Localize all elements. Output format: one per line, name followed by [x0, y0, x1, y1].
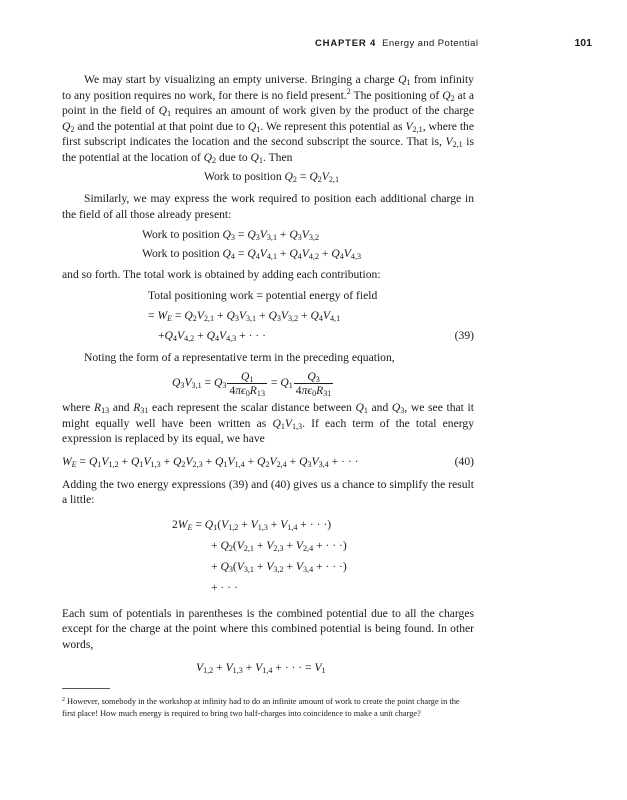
page-body: [62, 72, 474, 676]
paragraph-adding-expressions: Adding the two energy expressions (39) and (40) gives us a chance to simplify the result a little:: [62, 477, 474, 506]
footnote-reference: 2: [346, 86, 351, 96]
footnote-number: 2: [62, 697, 65, 703]
chapter-title: Energy and Potential: [382, 38, 479, 49]
equation-number-39: (39): [454, 328, 474, 342]
equation-39-line2: $+Q_4V_{4,2} + Q_4V_{4,3}$ + · · · (39): [158, 328, 474, 343]
footnote-divider: [62, 688, 110, 689]
equation-number-40: (40): [454, 454, 474, 468]
equation-representative-term: $Q_3V_{3,1} = Q_3$ $\frac{Q_1}{4\pi\epsilon_0R_{13}}$ = $Q_1$ $\frac{Q_3}{4\pi\epsilon_0R_{31}}$: [172, 369, 332, 398]
paragraph-representative-term: Noting the form of a representative term in the preceding equation,: [84, 350, 395, 364]
equation-work-q3: Work to position $Q_3 = Q_3V_{3,1} + Q_3V_{3,2}$: [142, 228, 320, 242]
page-number: 101: [574, 37, 592, 49]
running-header: [0, 36, 627, 52]
equation-2we-line3: + $Q_3(V_{3,1} + V_{3,2} + V_{3,4}$ + · · ·): [211, 559, 347, 574]
footnote: [62, 696, 474, 720]
equation-2we-line2: + $Q_2(V_{2,1} + V_{2,3} + V_{2,4}$ + · · ·): [211, 538, 347, 553]
paragraph-replaced-terms: where $R_{13}$ and $R_{31}$ each represent the scalar distance between $Q_1$ and $Q_3$, we see that it might equally well have been written as $Q_1V_{1,3}$. If each term of the total energy expression is replaced by its equal, we have: [62, 401, 474, 445]
chapter-label: CHAPTER 4: [315, 38, 377, 49]
equation-work-q4: Work to position $Q_4 = Q_4V_{4,1} + Q_4V_{4,2} + Q_4V_{4,3}$: [142, 247, 362, 261]
paragraph-intro: We may start by visualizing an empty universe. Bringing a charge $Q_1$ from infinity to any position requires no work, for there is no field present.$^2$ The positioning of $Q_2$ at a point in the field of $Q_1$ requires an amount of work given by the product of the charge $Q_2$ and the potential at that point due to $Q_1$. We represent this potential as $V_{2,1}$, where the first subscript indicates the location and the second subscript the source. That is, $V_{2,1}$ is the potential at the location of $Q_2$ due to $Q_1$. Then: [62, 73, 475, 165]
paragraph-additional-charge: Similarly, we may express the work required to position each additional charge in the field of all those already present:: [62, 192, 474, 221]
equation-39-line1: = $W_E = Q_2V_{2,1} + Q_3V_{3,1} + Q_3V_{3,2} + Q_4V_{4,1}$: [148, 308, 341, 323]
equation-work-q2: Work to position $Q_2 = Q_2V_{2,1}$: [204, 170, 339, 184]
equation-2we-line4: + · · ·: [211, 580, 238, 594]
equation-v1-sum: $V_{1,2} + V_{1,3} + V_{1,4}$ + · · · = $V_1$: [196, 661, 326, 675]
equation-40: $W_E = Q_1V_{1,2} + Q_1V_{1,3} + Q_2V_{2,3} + Q_1V_{1,4} + Q_2V_{2,4} + Q_3V_{3,4}$ + · · · (40): [62, 454, 474, 469]
footnote-text: However, somebody in the workshop at infinity had to do an infinite amount of work to create the point charge in the first place! How much energy is required to bring two half-charges into coincidence to make a unit charge?: [62, 697, 460, 718]
paragraph-total-work: and so forth. The total work is obtained by adding each contribution:: [62, 268, 381, 281]
equation-2we-line1: $2W_E = Q_1(V_{1,2} + V_{1,3} + V_{1,4}$ + · · ·): [172, 517, 332, 532]
paragraph-combined-potential: Each sum of potentials in parentheses is the combined potential due to all the charges except for the charge at the point where this combined potential is being found. In other words,: [62, 606, 474, 651]
equation-39-label: Total positioning work = potential energy of field: [148, 288, 378, 302]
chapter-heading: [315, 38, 478, 49]
